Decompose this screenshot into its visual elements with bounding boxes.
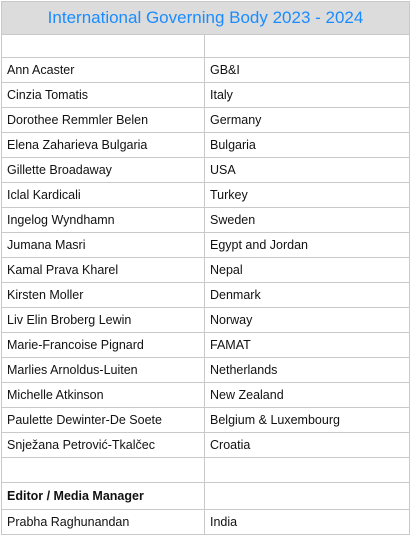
title-row [2, 2, 410, 35]
table-row [2, 510, 410, 535]
member-country-cell[interactable]: FAMAT [205, 333, 410, 358]
member-name-cell[interactable]: Michelle Atkinson [2, 383, 205, 408]
member-name-cell[interactable]: Snježana Petrović-Tkalčec [2, 433, 205, 458]
member-country-cell[interactable]: GB&I [205, 58, 410, 83]
member-name-cell[interactable]: Kamal Prava Kharel [2, 258, 205, 283]
member-name-cell[interactable]: Dorothee Remmler Belen [2, 108, 205, 133]
table-row [2, 133, 410, 158]
member-name-cell[interactable]: Ingelog Wyndhamn [2, 208, 205, 233]
table-row [2, 433, 410, 458]
member-country-cell[interactable]: Denmark [205, 283, 410, 308]
member-country-cell[interactable]: Germany [205, 108, 410, 133]
table-row [2, 283, 410, 308]
editor-country-cell[interactable]: India [205, 510, 410, 535]
member-name-cell[interactable]: Kirsten Moller [2, 283, 205, 308]
empty-cell[interactable] [2, 458, 205, 483]
member-country-cell[interactable]: Sweden [205, 208, 410, 233]
member-name-cell[interactable]: Ann Acaster [2, 58, 205, 83]
member-name-cell[interactable]: Iclal Kardicali [2, 183, 205, 208]
sheet-title: International Governing Body 2023 - 2024 [2, 2, 410, 35]
section-heading-row [2, 483, 410, 510]
table-row [2, 383, 410, 408]
table-row [2, 258, 410, 283]
member-country-cell[interactable]: Nepal [205, 258, 410, 283]
member-country-cell[interactable]: Croatia [205, 433, 410, 458]
member-country-cell[interactable]: Norway [205, 308, 410, 333]
member-country-cell[interactable]: Italy [205, 83, 410, 108]
member-country-cell[interactable]: New Zealand [205, 383, 410, 408]
table-row [2, 333, 410, 358]
empty-cell[interactable] [205, 458, 410, 483]
table-row [2, 208, 410, 233]
member-country-cell[interactable]: Bulgaria [205, 133, 410, 158]
empty-cell[interactable] [205, 35, 410, 58]
member-country-cell[interactable]: Egypt and Jordan [205, 233, 410, 258]
section-heading[interactable]: Editor / Media Manager [2, 483, 205, 510]
empty-cell[interactable] [205, 483, 410, 510]
governing-body-table [1, 1, 410, 535]
member-name-cell[interactable]: Jumana Masri [2, 233, 205, 258]
member-name-cell[interactable]: Marie-Francoise Pignard [2, 333, 205, 358]
member-country-cell[interactable]: USA [205, 158, 410, 183]
member-country-cell[interactable]: Netherlands [205, 358, 410, 383]
table-body [2, 2, 410, 535]
table-row [2, 358, 410, 383]
member-name-cell[interactable]: Gillette Broadaway [2, 158, 205, 183]
editor-name-cell[interactable]: Prabha Raghunandan [2, 510, 205, 535]
member-name-cell[interactable]: Liv Elin Broberg Lewin [2, 308, 205, 333]
member-name-cell[interactable]: Marlies Arnoldus-Luiten [2, 358, 205, 383]
table-row [2, 83, 410, 108]
member-name-cell[interactable]: Cinzia Tomatis [2, 83, 205, 108]
table-row [2, 408, 410, 433]
table-row [2, 108, 410, 133]
table-row [2, 58, 410, 83]
member-name-cell[interactable]: Elena Zaharieva Bulgaria [2, 133, 205, 158]
member-name-cell[interactable]: Paulette Dewinter-De Soete [2, 408, 205, 433]
table-row [2, 308, 410, 333]
table-row [2, 183, 410, 208]
member-country-cell[interactable]: Turkey [205, 183, 410, 208]
blank-row [2, 35, 410, 58]
empty-cell[interactable] [2, 35, 205, 58]
member-country-cell[interactable]: Belgium & Luxembourg [205, 408, 410, 433]
table-row [2, 233, 410, 258]
blank-row [2, 458, 410, 483]
table-row [2, 158, 410, 183]
